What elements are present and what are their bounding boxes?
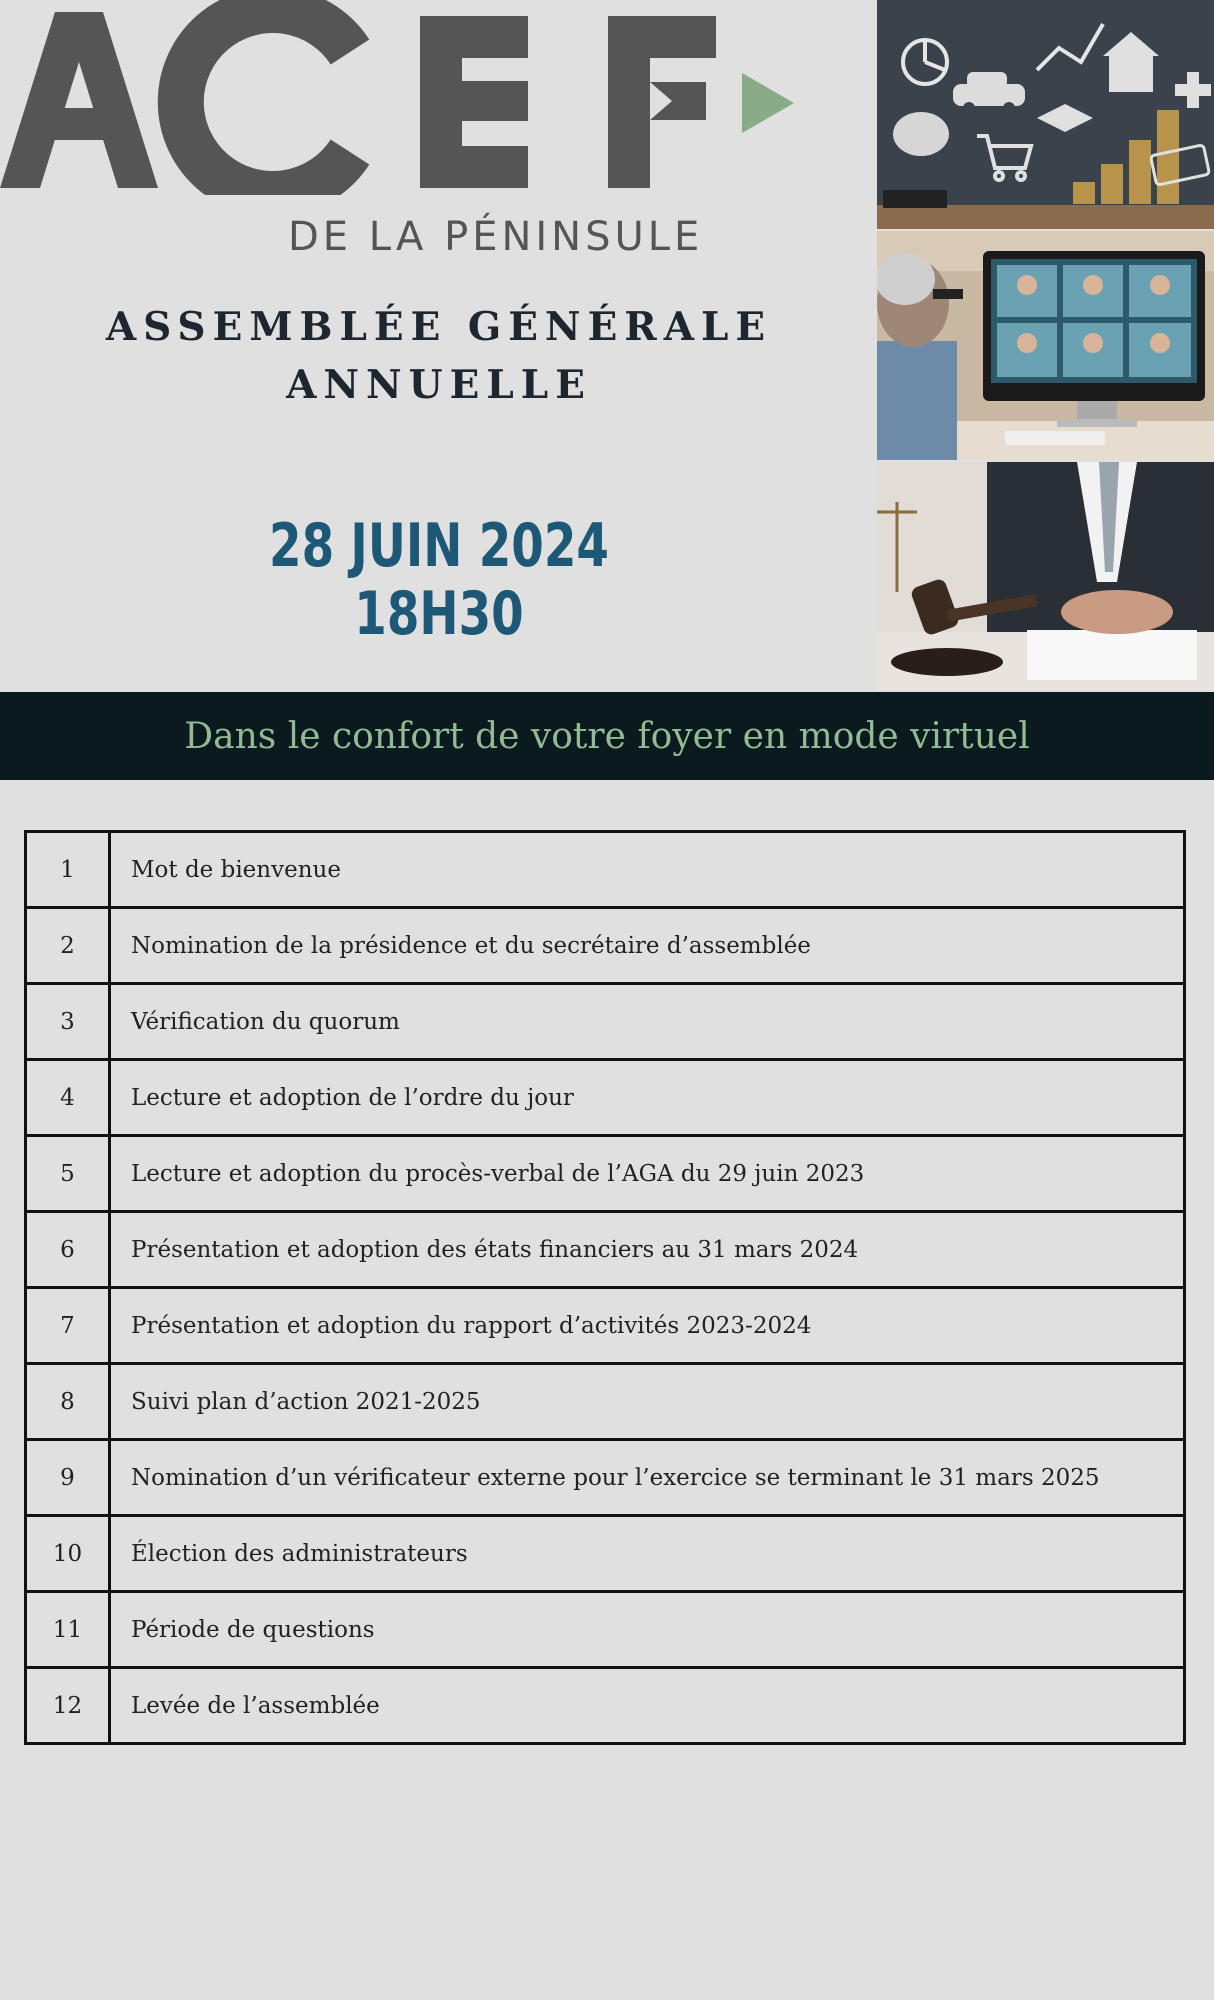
agenda-item-number: 1 [27,833,111,906]
agenda-item-number: 12 [27,1669,111,1742]
agenda-item-number: 11 [27,1593,111,1666]
agenda-item-number: 8 [27,1365,111,1438]
agenda-item-text: Levée de l’assemblée [131,1692,380,1719]
agenda-row [27,1134,1183,1210]
agenda-row [27,1666,1183,1742]
agenda-row [27,906,1183,982]
agenda-item-text: Période de questions [131,1616,375,1643]
agenda-item-number: 2 [27,909,111,982]
agenda-item-text: Lecture et adoption du procès-verbal de l’AGA du 29 juin 2023 [131,1160,865,1187]
acef-logo [0,0,800,195]
agenda-row [27,1438,1183,1514]
event-time: 18H30 [354,579,524,649]
legal-gavel-photo [877,462,1214,690]
agenda-item-number: 7 [27,1289,111,1362]
finance-chalkboard-photo [877,0,1214,229]
clasped-hands [1061,590,1173,634]
agenda-row [27,1058,1183,1134]
logo-subtitle: DE LA PÉNINSULE [288,214,704,260]
video-conference-photo [877,231,1214,460]
keyboard-icon [1005,431,1105,445]
agenda-row [27,1514,1183,1590]
agenda-item-number: 3 [27,985,111,1058]
agenda-item-text: Nomination de la présidence et du secrétaire d’assemblée [131,932,811,959]
agenda-row [27,982,1183,1058]
agenda-item-number: 5 [27,1137,111,1210]
agenda-item-number: 10 [27,1517,111,1590]
agenda-item-text: Élection des administrateurs [131,1540,468,1567]
agenda-row [27,1362,1183,1438]
agenda-table [24,830,1186,1745]
agenda-row [27,1590,1183,1666]
agenda-item-text: Lecture et adoption de l’ordre du jour [131,1084,574,1111]
document-paper [1027,630,1197,680]
banner-text: Dans le confort de votre foyer en mode virtuel [184,715,1030,757]
agenda-item-text: Présentation et adoption du rapport d’activités 2023-2024 [131,1312,812,1339]
agenda-row [27,833,1183,906]
event-date: 28 JUIN 2024 [269,511,609,581]
calculator-icon [883,190,947,208]
agenda-item-text: Suivi plan d’action 2021-2025 [131,1388,481,1415]
virtual-mode-banner [0,692,1214,780]
play-arrow-icon [742,73,794,133]
agenda-item-text: Nomination d’un vérificateur externe pour l’exercice se terminant le 31 mars 2025 [131,1464,1100,1491]
event-title-line2: ANNUELLE [286,362,592,408]
agenda-row [27,1210,1183,1286]
agenda-row [27,1286,1183,1362]
agenda-item-text: Présentation et adoption des états financiers au 31 mars 2024 [131,1236,859,1263]
piggy-bank-icon [893,112,949,156]
agenda-item-number: 6 [27,1213,111,1286]
agenda-item-text: Vérification du quorum [131,1008,400,1035]
monitor-icon [983,251,1205,427]
event-title-line1: ASSEMBLÉE GÉNÉRALE [105,304,773,350]
agenda-item-number: 4 [27,1061,111,1134]
agenda-item-number: 9 [27,1441,111,1514]
agenda-item-text: Mot de bienvenue [131,856,341,883]
